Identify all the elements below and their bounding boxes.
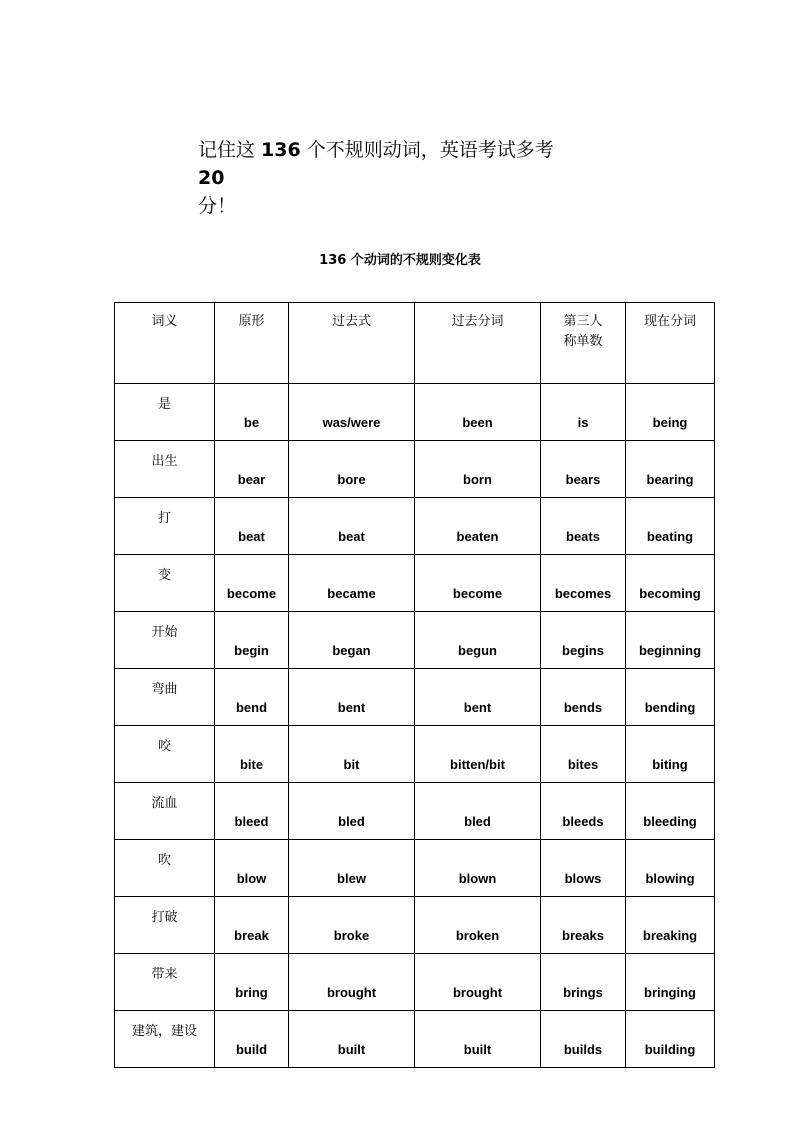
cell-past-participle: beaten <box>415 498 541 555</box>
cell-third-person: beats <box>541 498 626 555</box>
table-body <box>115 384 715 1068</box>
cell-past-tense: bore <box>289 441 415 498</box>
cell-meaning: 出生 <box>115 441 215 498</box>
cell-past-tense: beat <box>289 498 415 555</box>
cell-third-person: bleeds <box>541 783 626 840</box>
cell-present-participle: being <box>626 384 715 441</box>
header-past-tense: 过去式 <box>289 303 415 384</box>
table-row <box>115 498 715 555</box>
cell-third-person: bears <box>541 441 626 498</box>
cell-meaning: 咬 <box>115 726 215 783</box>
header-present-participle: 现在分词 <box>626 303 715 384</box>
cell-past-participle: bent <box>415 669 541 726</box>
cell-base-form: bend <box>215 669 289 726</box>
cell-past-tense: bit <box>289 726 415 783</box>
cell-meaning: 流血 <box>115 783 215 840</box>
table-caption: 136 个动词的不规则变化表 <box>319 253 481 268</box>
cell-third-person: begins <box>541 612 626 669</box>
cell-past-tense: broke <box>289 897 415 954</box>
table-row <box>115 897 715 954</box>
cell-past-tense: built <box>289 1011 415 1068</box>
cell-past-participle: bitten/bit <box>415 726 541 783</box>
title-text-1: 记住这 <box>198 139 262 161</box>
cell-present-participle: bearing <box>626 441 715 498</box>
header-past-participle: 过去分词 <box>415 303 541 384</box>
cell-past-participle: broken <box>415 897 541 954</box>
document-title <box>198 136 578 220</box>
cell-third-person: bends <box>541 669 626 726</box>
cell-third-person: is <box>541 384 626 441</box>
cell-past-participle: blown <box>415 840 541 897</box>
cell-past-participle: built <box>415 1011 541 1068</box>
cell-past-tense: bent <box>289 669 415 726</box>
cell-past-participle: born <box>415 441 541 498</box>
header-meaning: 词义 <box>115 303 215 384</box>
cell-present-participle: becoming <box>626 555 715 612</box>
cell-meaning: 吹 <box>115 840 215 897</box>
cell-past-tense: blew <box>289 840 415 897</box>
cell-present-participle: beginning <box>626 612 715 669</box>
header-third-person-line1: 第三人 <box>563 314 603 329</box>
cell-present-participle: bringing <box>626 954 715 1011</box>
cell-third-person: blows <box>541 840 626 897</box>
cell-present-participle: biting <box>626 726 715 783</box>
cell-present-participle: building <box>626 1011 715 1068</box>
table-row <box>115 726 715 783</box>
title-number-1: 136 <box>261 139 301 161</box>
cell-present-participle: beating <box>626 498 715 555</box>
table-row <box>115 669 715 726</box>
cell-present-participle: breaking <box>626 897 715 954</box>
table-row <box>115 441 715 498</box>
cell-meaning: 弯曲 <box>115 669 215 726</box>
title-text-2: 个不规则动词，英语考试多考 <box>300 139 554 161</box>
cell-base-form: build <box>215 1011 289 1068</box>
header-base-form: 原形 <box>215 303 289 384</box>
cell-base-form: break <box>215 897 289 954</box>
cell-past-participle: been <box>415 384 541 441</box>
cell-base-form: bear <box>215 441 289 498</box>
cell-meaning: 是 <box>115 384 215 441</box>
cell-past-tense: bled <box>289 783 415 840</box>
cell-third-person: builds <box>541 1011 626 1068</box>
table-row <box>115 384 715 441</box>
cell-past-participle: brought <box>415 954 541 1011</box>
cell-base-form: be <box>215 384 289 441</box>
cell-meaning: 带来 <box>115 954 215 1011</box>
cell-third-person: breaks <box>541 897 626 954</box>
cell-base-form: begin <box>215 612 289 669</box>
cell-third-person: brings <box>541 954 626 1011</box>
cell-past-tense: brought <box>289 954 415 1011</box>
cell-past-tense: began <box>289 612 415 669</box>
cell-meaning: 建筑，建设 <box>115 1011 215 1068</box>
cell-base-form: bleed <box>215 783 289 840</box>
cell-past-tense: became <box>289 555 415 612</box>
cell-past-tense: was/were <box>289 384 415 441</box>
title-number-2: 20 <box>198 167 225 189</box>
cell-meaning: 开始 <box>115 612 215 669</box>
cell-present-participle: blowing <box>626 840 715 897</box>
cell-base-form: blow <box>215 840 289 897</box>
table-row <box>115 612 715 669</box>
cell-base-form: beat <box>215 498 289 555</box>
table-header-row <box>115 303 715 384</box>
cell-base-form: bite <box>215 726 289 783</box>
table-row <box>115 555 715 612</box>
cell-base-form: become <box>215 555 289 612</box>
header-third-person-line2: 称单数 <box>563 334 603 349</box>
table-row <box>115 954 715 1011</box>
cell-past-participle: begun <box>415 612 541 669</box>
cell-third-person: becomes <box>541 555 626 612</box>
cell-past-participle: bled <box>415 783 541 840</box>
cell-third-person: bites <box>541 726 626 783</box>
table-row <box>115 1011 715 1068</box>
cell-base-form: bring <box>215 954 289 1011</box>
table-row <box>115 840 715 897</box>
cell-meaning: 打 <box>115 498 215 555</box>
cell-past-participle: become <box>415 555 541 612</box>
cell-meaning: 打破 <box>115 897 215 954</box>
irregular-verb-table <box>114 302 715 1068</box>
cell-present-participle: bending <box>626 669 715 726</box>
title-text-3: 分！ <box>198 195 237 217</box>
cell-present-participle: bleeding <box>626 783 715 840</box>
header-third-person-singular <box>541 303 626 384</box>
table-row <box>115 783 715 840</box>
cell-meaning: 变 <box>115 555 215 612</box>
